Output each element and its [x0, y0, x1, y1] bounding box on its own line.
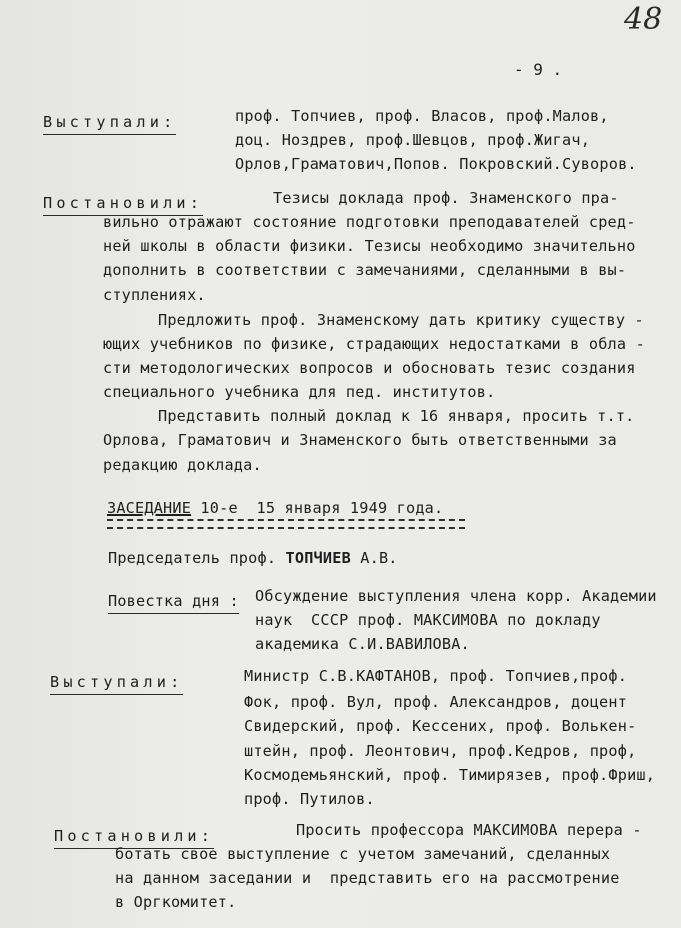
- resolved-line: редакцию доклада.: [103, 456, 262, 474]
- speakers-line: проф. Топчиев, проф. Власов, проф.Малов,: [235, 107, 609, 125]
- resolved-line: специального учебника для пед. институтов.: [103, 383, 496, 401]
- typed-page-number: - 9 .: [514, 60, 563, 79]
- resolved-line: ступлениях.: [103, 286, 206, 304]
- speakers-line: доц. Ноздрев, проф.Шевцов, проф.Жигач,: [235, 131, 591, 149]
- resolved-line: Орлова, Граматович и Знаменского быть ответственными за: [103, 431, 617, 449]
- speakers-label-1: Выступали:: [43, 110, 176, 135]
- speakers2-line: Космодемьянский, проф. Тимирязев, проф.Фриш,: [244, 766, 656, 784]
- meeting-title-word: ЗАСЕДАНИЕ: [107, 499, 192, 517]
- resolved2-line: на данном заседании и представить его на рассмотрение: [115, 869, 620, 887]
- resolved-first-line: Тезисы доклада проф. Знаменского пра-: [273, 189, 619, 207]
- agenda-line: академика С.И.ВАВИЛОВА.: [255, 635, 470, 653]
- resolved-line: ней школы в области физики. Тезисы необходимо значительно: [103, 237, 636, 255]
- meeting-title: [107, 496, 443, 520]
- resolved-line: Предложить проф. Знаменскому дать критику существу -: [158, 311, 644, 329]
- speakers-line: Орлов,Граматович,Попов. Покровский.Суворов.: [235, 155, 637, 173]
- agenda-label: Повестка дня :: [108, 589, 239, 614]
- resolved-line: сти методологических вопросов и обосновать тезис создания: [103, 359, 636, 377]
- resolved-line: вильно отражают состояние подготовки преподавателей сред-: [103, 213, 636, 231]
- speakers2-line: Фок, проф. Вул, проф. Александров, доцент: [244, 693, 628, 711]
- agenda-line: наук СССР проф. МАКСИМОВА по докладу: [255, 611, 601, 629]
- speakers2-line: проф. Путилов.: [244, 790, 375, 808]
- chairman-prefix: Председатель проф.: [108, 549, 286, 567]
- meeting-title-rest: 10-е 15 января 1949 года.: [191, 499, 444, 517]
- chairman-name: ТОПЧИЕВ: [285, 549, 351, 567]
- handwritten-page-number: 48: [624, 2, 663, 37]
- double-underline: [107, 519, 465, 529]
- speakers2-first-line: Министр С.В.КАФТАНОВ, проф. Топчиев,проф.: [244, 667, 628, 685]
- resolved2-first-line: Просить профессора МАКСИМОВА перера -: [296, 821, 642, 839]
- agenda-line: Обсуждение выступления члена корр. Академии: [255, 587, 657, 605]
- resolved-label-1: Постановили:: [43, 191, 203, 216]
- resolved-line: дополнить в соответствии с замечаниями, сделанными в вы-: [103, 261, 627, 279]
- resolved2-line: ботать свое выступление с учетом замечаний, сделанных: [115, 845, 611, 863]
- speakers2-line: Свидерский, проф. Кессених, проф. Волькен-: [244, 717, 637, 735]
- chairman-suffix: А.В.: [350, 549, 398, 567]
- resolved-line: ющих учебников по физике, страдающих недостатками в обла -: [103, 335, 645, 353]
- chairman-line: [108, 546, 398, 570]
- speakers2-line: штейн, проф. Леонтович, проф.Кедров, проф,: [244, 742, 637, 760]
- resolved2-line: в Оргкомитет.: [115, 893, 237, 911]
- resolved-label-2: Постановили:: [54, 824, 214, 849]
- speakers-label-2: Выступали:: [50, 670, 183, 695]
- resolved-line: Представить полный доклад к 16 января, просить т.т.: [158, 407, 635, 425]
